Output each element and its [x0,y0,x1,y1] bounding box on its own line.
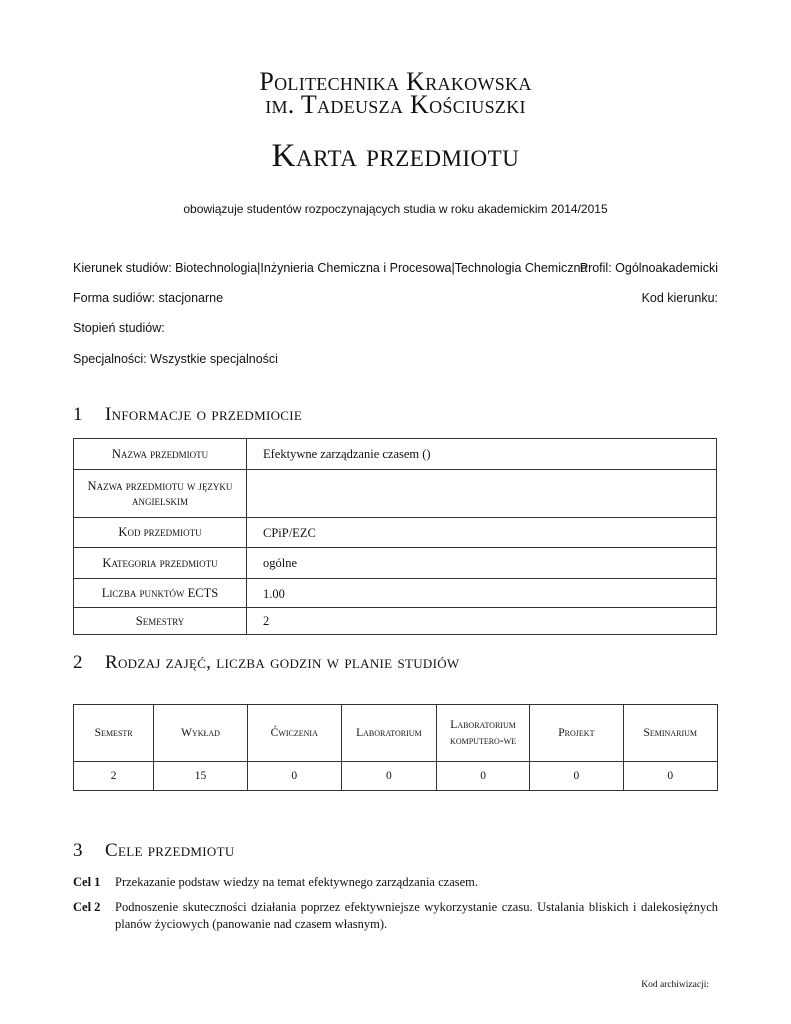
column-header: Wykład [154,705,247,762]
university-name-line-2: im. Tadeusza Kościuszki [265,90,526,119]
study-profile: Profil: Ogólnoakademicki [579,261,718,275]
goal-text: Przekazanie podstaw wiedzy na temat efektywnego zarządzania czasem. [115,875,479,889]
section-title: Rodzaj zajęć, liczba godzin w planie studiów [105,652,460,673]
page-title: Karta przedmiotu [271,138,520,174]
section-number: 3 [73,840,83,861]
row-label: Kategoria przedmiotu [74,548,247,579]
archive-code: Kod archiwizacji: [641,980,709,990]
course-info-table [73,438,717,635]
hours-table [73,704,718,791]
row-value: 1.00 [247,579,717,608]
row-label: Nazwa przedmiotu w języku angielskim [74,470,247,518]
goal-text: Podnoszenie skuteczności działania poprzez efektywniejsze wykorzystanie czasu. Ustalania bliskich i dalekosiężnych planów życiowych (panowanie nad czasem własnym). [115,900,718,931]
table-row [74,518,717,548]
section-2-heading [73,652,459,674]
table-row [74,548,717,579]
column-header: Semestr [74,705,154,762]
column-header: Ćwiczenia [247,705,341,762]
row-label: Kod przedmiotu [74,518,247,548]
column-header: Laboratorium [341,705,436,762]
specializations: Specjalności: Wszystkie specjalności [73,352,278,366]
table-row [74,470,717,518]
table-cell: 0 [530,762,623,791]
table-cell: 2 [74,762,154,791]
section-number: 2 [73,652,83,673]
field-of-study: Kierunek studiów: Biotechnologia|Inżynieria Chemiczna i Procesowa|Technologia Chemiczna [73,261,588,275]
table-cell: 15 [154,762,247,791]
row-label: Nazwa przedmiotu [74,439,247,470]
field-code: Kod kierunku: [641,291,718,305]
row-label: Liczba punktów ECTS [74,579,247,608]
goal-id: Cel 2 [73,900,101,914]
row-value: Efektywne zarządzanie czasem () [247,439,717,470]
section-title: Informacje o przedmiocie [105,404,303,425]
table-row [74,762,718,791]
section-number: 1 [73,404,83,425]
row-value: CPiP/EZC [247,518,717,548]
goal-item [73,899,718,933]
row-value: 2 [247,608,717,635]
table-cell: 0 [436,762,529,791]
section-1-heading [73,404,302,426]
table-row [74,439,717,470]
row-value: ogólne [247,548,717,579]
table-header-row [74,705,718,762]
row-value [247,470,717,518]
goal-item [73,874,718,891]
table-row [74,579,717,608]
university-name-line-1: Politechnika Krakowska [259,67,532,96]
table-cell: 0 [341,762,436,791]
goal-id: Cel 1 [73,875,101,889]
study-form: Forma sudiów: stacjonarne [73,291,224,305]
column-header: Projekt [530,705,623,762]
row-label: Semestry [74,608,247,635]
section-3-heading [73,840,235,862]
section-title: Cele przedmiotu [105,840,235,861]
table-row [74,608,717,635]
column-header: Seminarium [623,705,717,762]
table-cell: 0 [623,762,717,791]
column-header: Laboratorium komputero-we [436,705,529,762]
table-cell: 0 [247,762,341,791]
study-level: Stopień studiów: [73,321,165,335]
validity-note: obowiązuje studentów rozpoczynających studia w roku akademickim 2014/2015 [183,202,608,216]
